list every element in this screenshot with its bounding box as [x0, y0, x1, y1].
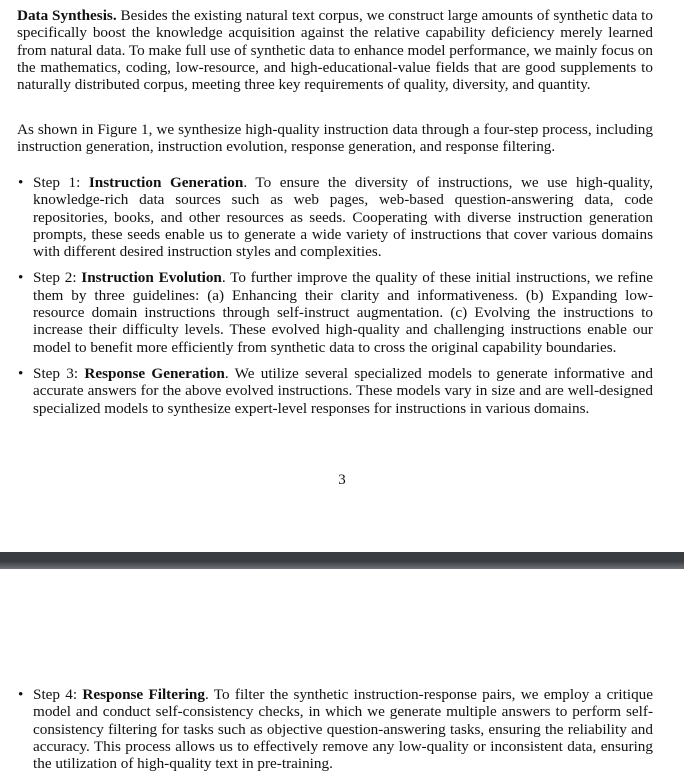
step-text: . To ensure the diversity of instructions, we use high-quality, knowledge-rich data sources such as web pages, web-based question-answering data, code repositories, books, and other resources as seeds. Cooperating with diverse instruction generation prompts, these seeds enable us to generate a wide variety of instructions that cover various domains with different desired instruction styles and complexities.	[33, 174, 653, 261]
step-text: . To further improve the quality of these initial instructions, we refine them by three guidelines: (a) Enhancing their clarity and informativeness. (b) Expanding low-resource domain instructions through self-instruct augmentation. (c) Evolving the instructions to increase their difficulty levels. These evolved high-quality and challenging instructions enable our model to benefit more efficiently from synthetic data to cross the original capability boundaries.	[33, 269, 653, 356]
list-item	[17, 686, 653, 772]
step-title: Response Filtering	[82, 686, 205, 703]
bullet-icon: •	[18, 686, 24, 703]
data-synthesis-paragraph	[17, 7, 653, 93]
list-item	[17, 174, 653, 260]
step-text: . To filter the synthetic instruction-response pairs, we employ a critique model and conduct self-consistency checks, in which we generate multiple answers to perform self-consistency filtering for tasks such as objective question-answering tasks, ensuring the reliability and accuracy. This process allows us to effectively remove any low-quality or inconsistent data, ensuring the utilization of high-quality text in pre-training.	[33, 686, 653, 773]
list-item	[17, 365, 653, 417]
four-step-paragraph: As shown in Figure 1, we synthesize high-quality instruction data through a four-step process, including instruction generation, instruction evolution, response generation, and response filtering.	[17, 121, 653, 156]
step-list-continued	[17, 686, 653, 781]
step-prefix: Step 1:	[33, 174, 89, 191]
step-title: Instruction Generation	[88, 174, 244, 191]
step-prefix: Step 3:	[33, 364, 85, 382]
bullet-icon: •	[18, 364, 24, 382]
list-item	[17, 269, 653, 355]
page-number: 3	[338, 472, 346, 488]
step-prefix: Step 2:	[33, 269, 82, 287]
data-synthesis-text: Besides the existing natural text corpus, we construct large amounts of synthetic data to specifically boost the knowledge acquisition against the relative capability deficiency merely learned from natural data. To make full use of synthetic data to enhance model performance, we mainly focus on the mathematics, coding, low-resource, and high-educational-value fields that are good supplements to naturally distributed corpus, meeting three key requirements of quality, diversity, and quantity.	[17, 7, 653, 94]
bullet-icon: •	[18, 174, 24, 191]
bullet-icon: •	[18, 269, 24, 287]
step-prefix: Step 4:	[33, 686, 83, 703]
step-title: Instruction Evolution	[81, 269, 222, 287]
step-title: Response Generation	[84, 364, 225, 382]
data-synthesis-heading: Data Synthesis.	[17, 7, 117, 24]
step-list	[17, 174, 653, 426]
page-separator	[0, 552, 684, 569]
step-text: . We utilize several specialized models to generate informative and accurate answers for the above evolved instructions. These models vary in size and are well-designed specialized models to synthesize expert-level responses for instructions in various domains.	[33, 364, 653, 417]
